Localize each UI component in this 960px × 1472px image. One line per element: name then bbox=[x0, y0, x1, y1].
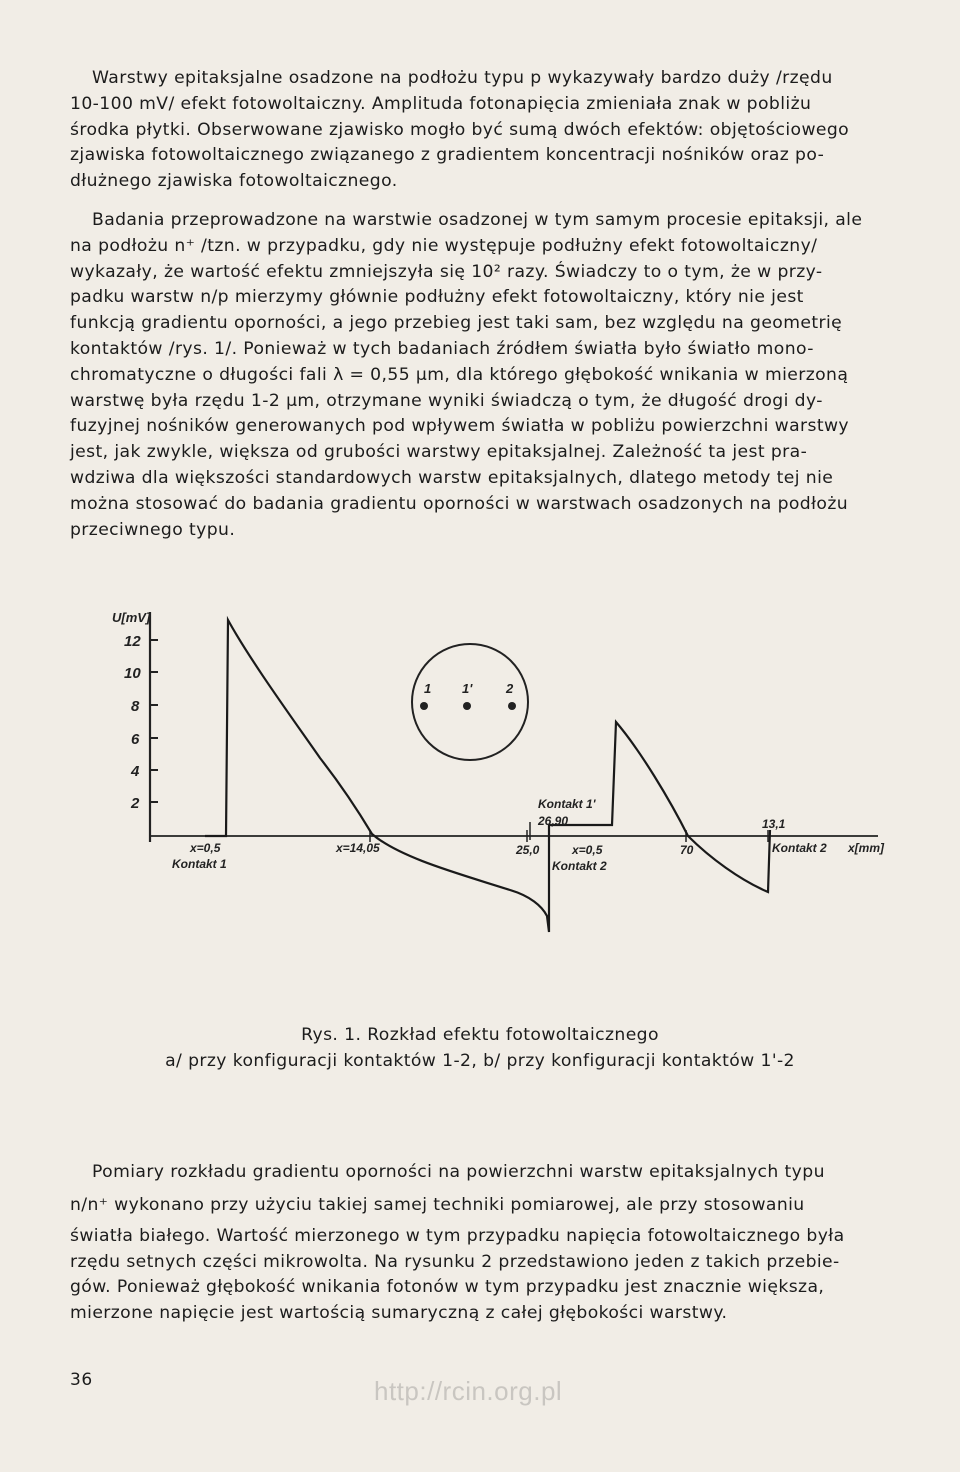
text-line: światła białego. Wartość mierzonego w tym przypadku napięcia fotowoltaicznego była bbox=[70, 1225, 845, 1246]
y-tick-label: 8 bbox=[131, 698, 140, 715]
contact-label-1: 1 bbox=[424, 681, 432, 696]
text-line: dłużnego zjawiska fotowoltaicznego. bbox=[70, 171, 398, 192]
text-line: kontaktów /rys. 1/. Ponieważ w tych badaniach źródłem światła było światło mono- bbox=[70, 338, 814, 359]
y-tick-label: 2 bbox=[131, 795, 140, 812]
text-line: fuzyjnej nośników generowanych pod wpływem światła w pobliżu powierzchni warstwy bbox=[70, 416, 850, 437]
text-line: 10-100 mV/ efekt fotowoltaiczny. Amplituda fotonapięcia zmieniała znak w pobliżu bbox=[70, 93, 812, 114]
y-axis-label: U[mV] bbox=[112, 610, 151, 625]
text-line: Badania przeprowadzone na warstwie osadzonej w tym samym procesie epitaksji, ale bbox=[92, 210, 863, 230]
annotation-x05: x=0,5 bbox=[190, 841, 221, 855]
figure-1-photovoltaic-distribution bbox=[0, 590, 960, 1010]
text-line: wykazały, że wartość efektu zmniejszyła się 10² razy. Świadczy to o tym, że w przy- bbox=[70, 261, 823, 282]
annotation-131: 13,1 bbox=[762, 817, 786, 831]
text-line: padku warstw n/p mierzymy głównie podłużny efekt fotowoltaiczny, który nie jest bbox=[70, 287, 804, 308]
text-line: można stosować do badania gradientu oporności w warstwach osadzonych na podłożu bbox=[70, 493, 849, 514]
text-line: n/n⁺ wykonano przy użyciu takiej samej techniki pomiarowej, ale przy stosowaniu bbox=[70, 1194, 805, 1215]
watermark: http://rcin.org.pl bbox=[374, 1376, 563, 1406]
y-tick-label: 12 bbox=[124, 633, 141, 650]
y-tick-label: 10 bbox=[124, 665, 141, 682]
text-line: przeciwnego typu. bbox=[70, 519, 236, 540]
text-line: mierzone napięcie jest wartością sumaryczną z całej głębokości warstwy. bbox=[70, 1303, 728, 1324]
sample-wafer bbox=[412, 644, 528, 760]
annotation-70: 70 bbox=[680, 843, 694, 857]
contact-label-2: 2 bbox=[506, 681, 514, 696]
contact-dot-1 bbox=[420, 702, 428, 710]
x-axis-label: x[mm] bbox=[848, 841, 885, 855]
contact-dot-2 bbox=[508, 702, 516, 710]
annotation-kontakt-2-right: Kontakt 2 bbox=[772, 841, 827, 855]
annotation-x1405: x=14,05 bbox=[336, 841, 380, 855]
curve-a bbox=[205, 620, 549, 932]
text-line: Warstwy epitaksjalne osadzone na podłożu typu p wykazywały bardzo duży /rzędu bbox=[92, 68, 833, 88]
text-line: wdziwa dla większości standardowych warstw epitaksjalnych, dlatego metody tej nie bbox=[70, 467, 834, 488]
contact-label-1p: 1' bbox=[462, 681, 473, 696]
annotation-x05b: x=0,5 bbox=[572, 843, 603, 857]
text-line: warstwę była rzędu 1-2 μm, otrzymane wyniki świadczą o tym, że długość drogi dy- bbox=[70, 390, 823, 411]
paragraph-3 bbox=[70, 1160, 900, 1327]
text-line: na podłożu n⁺ /tzn. w przypadku, gdy nie występuje podłużny efekt fotowoltaiczny/ bbox=[70, 235, 818, 256]
annotation-kontakt-2: Kontakt 2 bbox=[552, 859, 607, 873]
page-number: 36 bbox=[70, 1370, 93, 1390]
annotation-kontakt-1p-value: 26,90 bbox=[538, 814, 569, 828]
text-line: rzędu setnych części mikrowolta. Na rysunku 2 przedstawiono jeden z takich przebie- bbox=[70, 1251, 840, 1272]
annotation-250: 25,0 bbox=[516, 843, 540, 857]
figure-caption-line-2: a/ przy konfiguracji kontaktów 1-2, b/ przy konfiguracji kontaktów 1'-2 bbox=[165, 1051, 795, 1071]
y-tick-label: 6 bbox=[131, 731, 140, 748]
paragraph-2 bbox=[70, 208, 900, 543]
paragraph-1 bbox=[70, 66, 900, 195]
text-line: środka płytki. Obserwowane zjawisko mogło być sumą dwóch efektów: objętościowego bbox=[70, 119, 850, 140]
text-line: chromatyczne o długości fali λ = 0,55 μm, dla którego głębokość wnikania w mierzoną bbox=[70, 364, 849, 385]
text-line: funkcją gradientu oporności, a jego przebieg jest taki sam, bez względu na geometrię bbox=[70, 313, 843, 334]
contact-dot-1p bbox=[463, 702, 471, 710]
text-line: zjawiska fotowoltaicznego związanego z gradientem koncentracji nośników oraz po- bbox=[70, 145, 825, 166]
y-tick-label: 4 bbox=[131, 763, 140, 780]
annotation-kontakt-1: Kontakt 1 bbox=[172, 857, 227, 871]
text-line: gów. Ponieważ głębokość wnikania fotonów w tym przypadku jest znacznie większa, bbox=[70, 1277, 825, 1298]
figure-caption-line-1: Rys. 1. Rozkład efektu fotowoltaicznego bbox=[301, 1025, 659, 1045]
text-line: Pomiary rozkładu gradientu oporności na powierzchni warstw epitaksjalnych typu bbox=[92, 1162, 825, 1182]
text-line: jest, jak zwykle, większa od grubości warstwy epitaksjalnej. Zależność ta jest pra- bbox=[70, 442, 808, 463]
annotation-kontakt-1p: Kontakt 1' bbox=[538, 797, 596, 811]
